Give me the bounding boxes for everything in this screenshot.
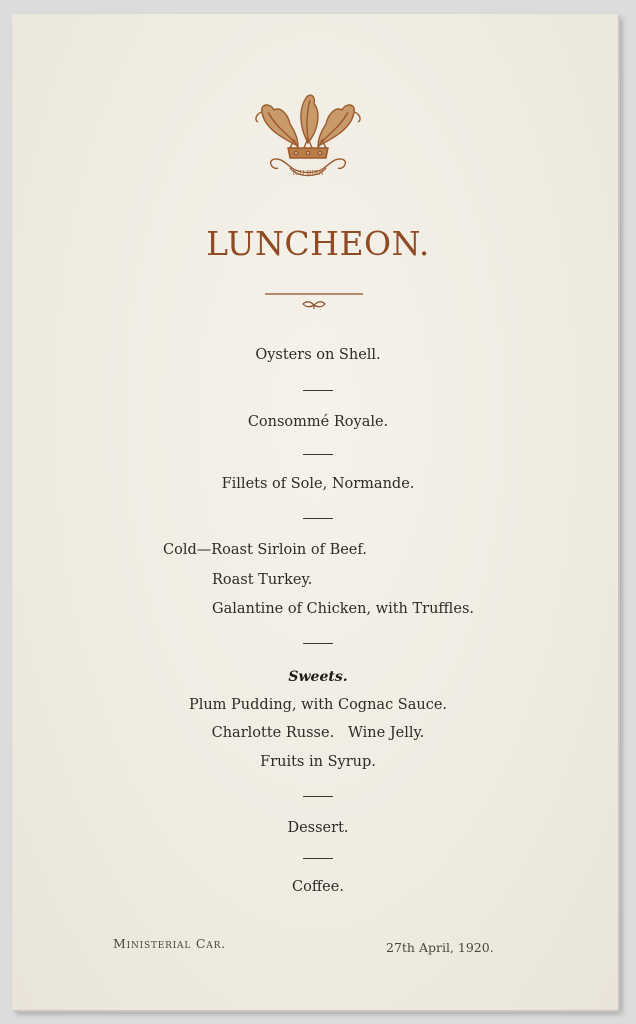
course-divider bbox=[303, 454, 333, 455]
prince-of-wales-feathers-crest bbox=[250, 88, 366, 188]
course-divider bbox=[303, 858, 333, 859]
ornamental-divider bbox=[263, 290, 365, 316]
crest-motto: ICH DIEN bbox=[292, 170, 324, 177]
menu-title: LUNCHEON. bbox=[206, 224, 430, 263]
course-divider bbox=[303, 390, 333, 391]
course-dessert: Dessert. bbox=[287, 820, 349, 836]
course-divider bbox=[303, 643, 333, 644]
footer-location: Ministerial Car. bbox=[113, 936, 226, 951]
course-oysters: Oysters on Shell. bbox=[255, 347, 381, 363]
sweets-heading: Sweets. bbox=[288, 669, 348, 685]
course-cold-turkey: Roast Turkey. bbox=[212, 572, 313, 588]
course-divider bbox=[303, 796, 333, 797]
footer-date: 27th April, 1920. bbox=[386, 940, 494, 955]
course-divider bbox=[303, 518, 333, 519]
course-coffee: Coffee. bbox=[292, 879, 344, 895]
sweets-charlotte-russe: Charlotte Russe. Wine Jelly. bbox=[211, 725, 425, 741]
course-cold-sirloin: Cold—Roast Sirloin of Beef. bbox=[163, 542, 367, 558]
sweets-fruits: Fruits in Syrup. bbox=[260, 754, 376, 770]
course-cold-galantine: Galantine of Chicken, with Truffles. bbox=[212, 601, 474, 617]
course-sole: Fillets of Sole, Normande. bbox=[221, 476, 415, 492]
sweets-plum-pudding: Plum Pudding, with Cognac Sauce. bbox=[188, 697, 448, 713]
course-consomme: Consommé Royale. bbox=[247, 414, 389, 430]
